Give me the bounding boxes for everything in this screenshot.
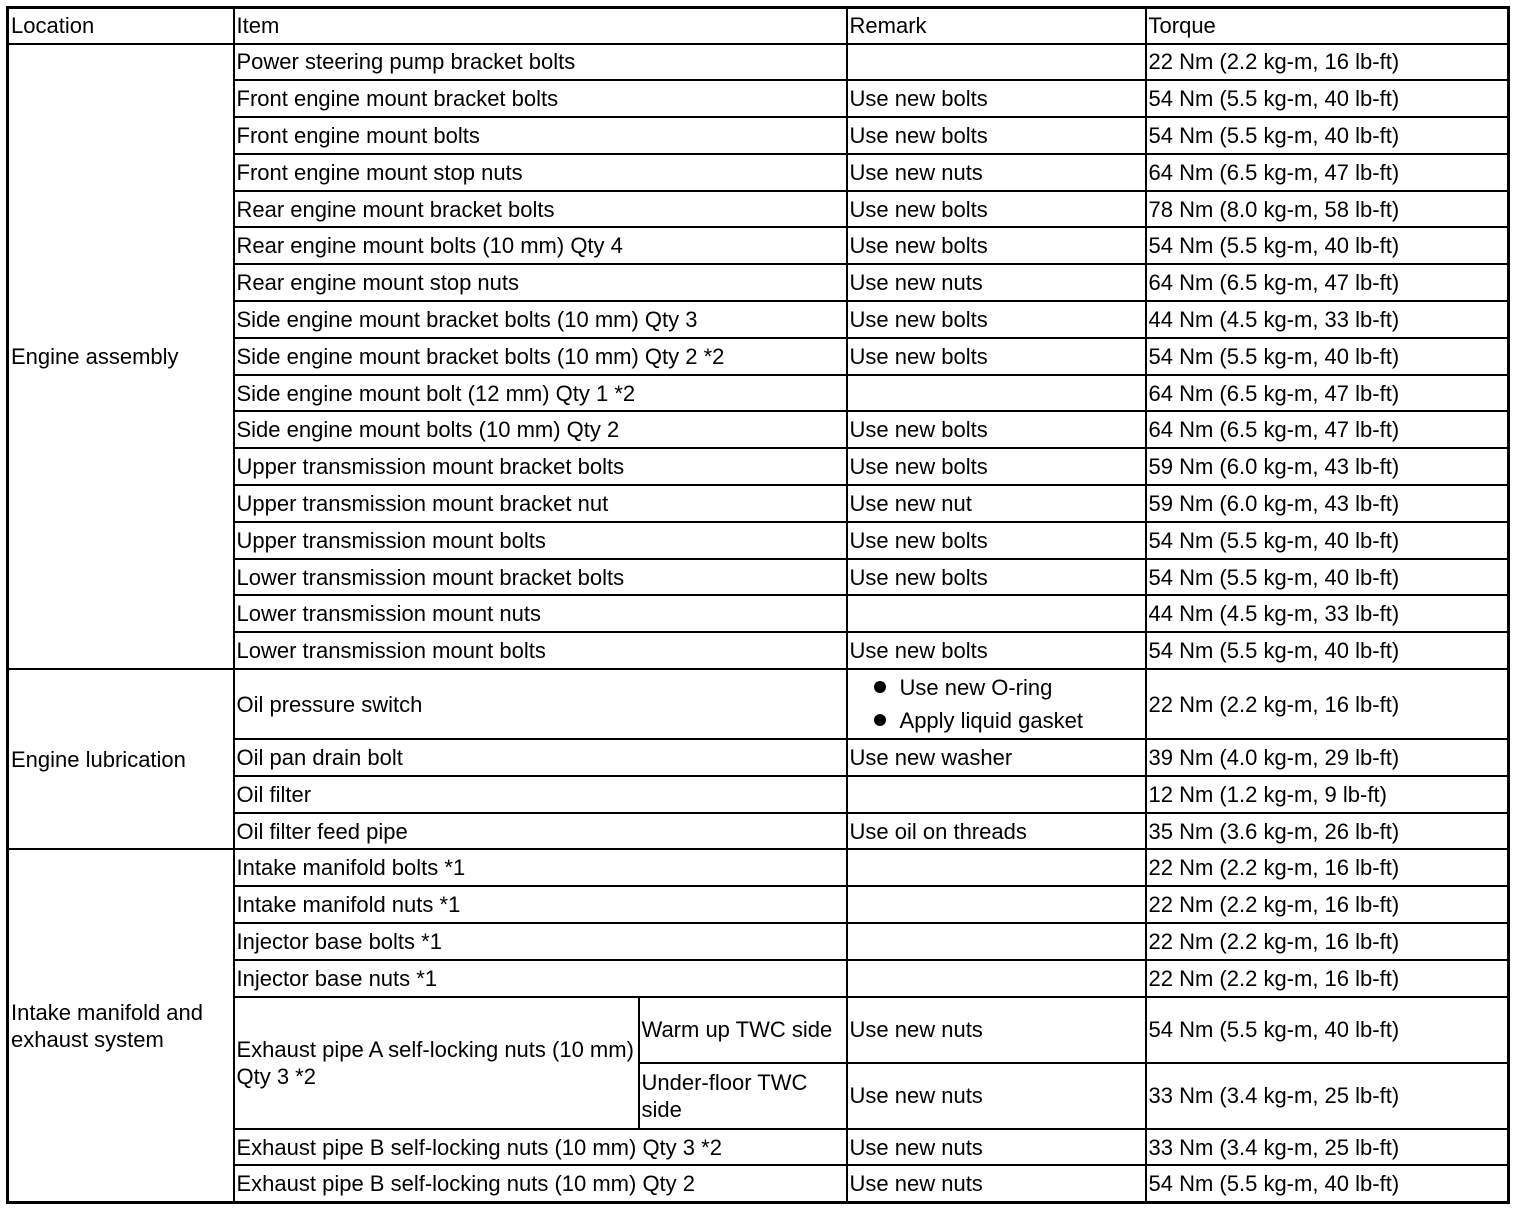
sub-item-cell: Under-floor TWC side: [639, 1063, 847, 1129]
torque-cell: 54 Nm (5.5 kg-m, 40 lb-ft): [1146, 1165, 1509, 1202]
remark-cell: Use new bolts: [847, 191, 1146, 228]
remark-cell: Use new bolts: [847, 301, 1146, 338]
remark-cell: Use new washer: [847, 739, 1146, 776]
remark-cell: [847, 595, 1146, 632]
table-row: [8, 80, 1509, 117]
remark-cell: Use new nuts: [847, 264, 1146, 301]
table-row: [8, 595, 1509, 632]
remark-cell: Use new bolts: [847, 559, 1146, 596]
item-cell: Rear engine mount bolts (10 mm) Qty 4: [234, 227, 847, 264]
remark-cell: Use new bolts: [847, 632, 1146, 669]
item-cell: Front engine mount bracket bolts: [234, 80, 847, 117]
torque-cell: 64 Nm (6.5 kg-m, 47 lb-ft): [1146, 375, 1509, 412]
table-row: [8, 44, 1509, 81]
torque-cell: 54 Nm (5.5 kg-m, 40 lb-ft): [1146, 522, 1509, 559]
table-row: [8, 338, 1509, 375]
table-row: [8, 923, 1509, 960]
torque-cell: 54 Nm (5.5 kg-m, 40 lb-ft): [1146, 338, 1509, 375]
list-item: Use new O-ring: [874, 671, 1143, 704]
location-engine-lubrication: Engine lubrication: [8, 669, 234, 849]
table-row: [8, 1165, 1509, 1202]
torque-cell: 78 Nm (8.0 kg-m, 58 lb-ft): [1146, 191, 1509, 228]
header-item: Item: [234, 8, 847, 44]
table-row: [8, 813, 1509, 850]
table-row: [8, 886, 1509, 923]
item-cell: Oil filter feed pipe: [234, 813, 847, 850]
table-row: [8, 997, 1509, 1063]
item-cell: Oil pan drain bolt: [234, 739, 847, 776]
item-cell: Front engine mount bolts: [234, 117, 847, 154]
item-cell: Lower transmission mount bolts: [234, 632, 847, 669]
torque-cell: 54 Nm (5.5 kg-m, 40 lb-ft): [1146, 227, 1509, 264]
header-row: [8, 8, 1509, 44]
remark-cell: [847, 923, 1146, 960]
sub-item-cell: Warm up TWC side: [639, 997, 847, 1063]
location-intake-exhaust: Intake manifold and exhaust system: [8, 849, 234, 1202]
remark-cell: Use new bolts: [847, 117, 1146, 154]
item-cell: Oil pressure switch: [234, 669, 847, 739]
item-cell: Lower transmission mount nuts: [234, 595, 847, 632]
remark-cell: Use new nut: [847, 485, 1146, 522]
item-cell: Upper transmission mount bracket nut: [234, 485, 847, 522]
remark-cell: [847, 669, 1146, 739]
torque-cell: 22 Nm (2.2 kg-m, 16 lb-ft): [1146, 886, 1509, 923]
table-row: [8, 411, 1509, 448]
item-cell: Injector base nuts *1: [234, 960, 847, 997]
table-row: [8, 776, 1509, 813]
header-location: Location: [8, 8, 234, 44]
torque-cell: 64 Nm (6.5 kg-m, 47 lb-ft): [1146, 154, 1509, 191]
remark-bullet-list: [850, 671, 1143, 737]
table-row: [8, 191, 1509, 228]
table-row: [8, 1129, 1509, 1166]
remark-cell: Use new nuts: [847, 1063, 1146, 1129]
remark-cell: Use new bolts: [847, 80, 1146, 117]
torque-cell: 22 Nm (2.2 kg-m, 16 lb-ft): [1146, 923, 1509, 960]
item-cell: Intake manifold bolts *1: [234, 849, 847, 886]
table-row: [8, 739, 1509, 776]
item-cell-exhaust-a: Exhaust pipe A self-locking nuts (10 mm) Qty 3 *2: [234, 997, 639, 1129]
table-row: [8, 849, 1509, 886]
remark-cell: Use new nuts: [847, 1129, 1146, 1166]
table-row: [8, 264, 1509, 301]
torque-cell: 35 Nm (3.6 kg-m, 26 lb-ft): [1146, 813, 1509, 850]
remark-cell: Use new bolts: [847, 338, 1146, 375]
table-row: [8, 960, 1509, 997]
torque-cell: 22 Nm (2.2 kg-m, 16 lb-ft): [1146, 960, 1509, 997]
item-cell: Side engine mount bracket bolts (10 mm) Qty 3: [234, 301, 847, 338]
table-row: [8, 227, 1509, 264]
item-cell: Side engine mount bolts (10 mm) Qty 2: [234, 411, 847, 448]
item-cell: Power steering pump bracket bolts: [234, 44, 847, 81]
table-row: [8, 559, 1509, 596]
item-cell: Intake manifold nuts *1: [234, 886, 847, 923]
remark-cell: Use oil on threads: [847, 813, 1146, 850]
item-cell: Side engine mount bracket bolts (10 mm) Qty 2 *2: [234, 338, 847, 375]
remark-cell: Use new nuts: [847, 1165, 1146, 1202]
torque-cell: 33 Nm (3.4 kg-m, 25 lb-ft): [1146, 1063, 1509, 1129]
torque-cell: 54 Nm (5.5 kg-m, 40 lb-ft): [1146, 80, 1509, 117]
header-torque: Torque: [1146, 8, 1509, 44]
torque-cell: 12 Nm (1.2 kg-m, 9 lb-ft): [1146, 776, 1509, 813]
remark-cell: [847, 960, 1146, 997]
torque-cell: 59 Nm (6.0 kg-m, 43 lb-ft): [1146, 485, 1509, 522]
remark-cell: [847, 776, 1146, 813]
torque-cell: 64 Nm (6.5 kg-m, 47 lb-ft): [1146, 411, 1509, 448]
torque-cell: 54 Nm (5.5 kg-m, 40 lb-ft): [1146, 117, 1509, 154]
remark-cell: Use new bolts: [847, 522, 1146, 559]
table-row: [8, 375, 1509, 412]
item-cell: Rear engine mount stop nuts: [234, 264, 847, 301]
remark-cell: [847, 44, 1146, 81]
torque-cell: 44 Nm (4.5 kg-m, 33 lb-ft): [1146, 595, 1509, 632]
torque-cell: 59 Nm (6.0 kg-m, 43 lb-ft): [1146, 448, 1509, 485]
torque-cell: 54 Nm (5.5 kg-m, 40 lb-ft): [1146, 632, 1509, 669]
list-item: Apply liquid gasket: [874, 704, 1143, 737]
item-cell: Oil filter: [234, 776, 847, 813]
torque-cell: 54 Nm (5.5 kg-m, 40 lb-ft): [1146, 997, 1509, 1063]
remark-cell: Use new bolts: [847, 448, 1146, 485]
remark-cell: [847, 886, 1146, 923]
remark-cell: Use new bolts: [847, 227, 1146, 264]
item-cell: Side engine mount bolt (12 mm) Qty 1 *2: [234, 375, 847, 412]
table-row: [8, 522, 1509, 559]
item-cell: Rear engine mount bracket bolts: [234, 191, 847, 228]
torque-cell: 64 Nm (6.5 kg-m, 47 lb-ft): [1146, 264, 1509, 301]
torque-spec-table: [6, 6, 1510, 1204]
table-row: [8, 154, 1509, 191]
torque-cell: 33 Nm (3.4 kg-m, 25 lb-ft): [1146, 1129, 1509, 1166]
header-remark: Remark: [847, 8, 1146, 44]
table-row: [8, 669, 1509, 739]
remark-cell: Use new nuts: [847, 154, 1146, 191]
remark-cell: Use new nuts: [847, 997, 1146, 1063]
table-row: [8, 485, 1509, 522]
torque-cell: 22 Nm (2.2 kg-m, 16 lb-ft): [1146, 669, 1509, 739]
table-row: [8, 117, 1509, 154]
table-row: [8, 632, 1509, 669]
torque-cell: 39 Nm (4.0 kg-m, 29 lb-ft): [1146, 739, 1509, 776]
remark-cell: [847, 849, 1146, 886]
torque-cell: 54 Nm (5.5 kg-m, 40 lb-ft): [1146, 559, 1509, 596]
torque-cell: 22 Nm (2.2 kg-m, 16 lb-ft): [1146, 44, 1509, 81]
torque-cell: 22 Nm (2.2 kg-m, 16 lb-ft): [1146, 849, 1509, 886]
item-cell: Front engine mount stop nuts: [234, 154, 847, 191]
remark-cell: [847, 375, 1146, 412]
item-cell: Upper transmission mount bracket bolts: [234, 448, 847, 485]
table-row: [8, 448, 1509, 485]
item-cell: Lower transmission mount bracket bolts: [234, 559, 847, 596]
remark-cell: Use new bolts: [847, 411, 1146, 448]
item-cell: Exhaust pipe B self-locking nuts (10 mm) Qty 3 *2: [234, 1129, 847, 1166]
table-row: [8, 301, 1509, 338]
item-cell: Injector base bolts *1: [234, 923, 847, 960]
location-engine-assembly: Engine assembly: [8, 44, 234, 670]
torque-cell: 44 Nm (4.5 kg-m, 33 lb-ft): [1146, 301, 1509, 338]
item-cell: Upper transmission mount bolts: [234, 522, 847, 559]
item-cell: Exhaust pipe B self-locking nuts (10 mm) Qty 2: [234, 1165, 847, 1202]
